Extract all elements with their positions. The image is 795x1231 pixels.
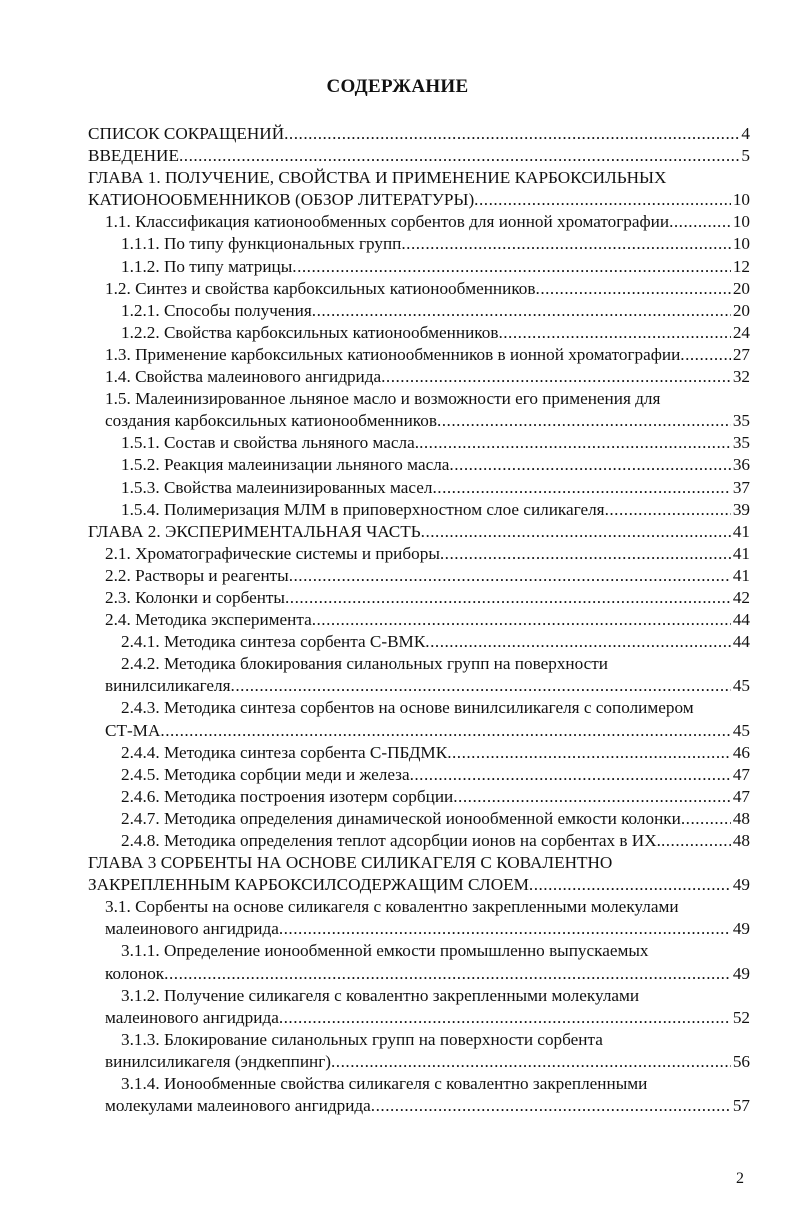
toc-entry[interactable] — [88, 145, 750, 167]
toc-entry-title: 2.4.6. Методика построения изотерм сорбции — [121, 786, 454, 806]
toc-entry-title: 2.1. Хроматографические системы и приборы — [105, 543, 440, 563]
toc-entry[interactable] — [88, 233, 750, 255]
toc-entry-page: 44 — [732, 610, 750, 630]
dot-leader — [419, 432, 731, 454]
toc-entry-title: 3.1. Сорбенты на основе силикагеля с ковалентно закрепленными молекулами — [105, 897, 679, 917]
dot-leader — [447, 742, 731, 764]
toc-entry[interactable] — [88, 256, 750, 278]
toc-entry[interactable] — [88, 477, 750, 499]
toc-entry-page: 27 — [732, 344, 750, 364]
dot-leader — [160, 720, 730, 742]
toc-entry-title: ЗАКРЕПЛЕННЫМ КАРБОКСИЛСОДЕРЖАЩИМ СЛОЕМ — [88, 875, 529, 895]
toc-entry-page: 44 — [732, 632, 750, 652]
toc-entry-page: 49 — [732, 919, 750, 939]
toc-entry[interactable] — [88, 388, 750, 432]
toc-entry[interactable] — [88, 366, 750, 388]
toc-entry-page: 41 — [732, 521, 750, 541]
toc-entry-title: винилсиликагеля (эндкеппинг) — [105, 1051, 331, 1071]
toc-entry-title: малеинового ангидрида — [105, 1007, 279, 1027]
toc-entry-title: колонок — [105, 963, 165, 983]
toc-entry-title: ГЛАВА 3 СОРБЕНТЫ НА ОСНОВЕ СИЛИКАГЕЛЯ С КОВАЛЕНТНО — [88, 853, 613, 873]
toc-entry[interactable] — [88, 123, 750, 145]
toc-entry-page: 42 — [732, 587, 750, 607]
toc-entry-page: 20 — [732, 278, 750, 298]
toc-entry-page: 49 — [732, 875, 750, 895]
dot-leader — [410, 764, 731, 786]
toc-entry-title: 2.2. Растворы и реагенты — [105, 565, 289, 585]
dot-leader — [680, 344, 731, 366]
dot-leader — [661, 830, 731, 852]
dot-leader — [529, 874, 731, 896]
toc-entry[interactable] — [88, 211, 750, 233]
dot-leader — [292, 256, 731, 278]
toc-entry-title: 1.2.2. Свойства карбоксильных катионообменников — [121, 322, 499, 342]
toc-entry-page: 47 — [732, 786, 750, 806]
toc-entry-title: ГЛАВА 1. ПОЛУЧЕНИЕ, СВОЙСТВА И ПРИМЕНЕНИЕ КАРБОКСИЛЬНЫХ — [88, 168, 667, 188]
toc-entry-page: 10 — [732, 234, 750, 254]
toc-entry-page: 49 — [732, 963, 750, 983]
table-of-contents — [88, 123, 750, 1117]
toc-entry-page: 48 — [732, 831, 750, 850]
dot-leader — [279, 1007, 731, 1029]
toc-entry-page: 35 — [732, 433, 750, 453]
toc-entry-title: 1.2. Синтез и свойства карбоксильных катионообменников — [105, 278, 536, 298]
toc-entry-title: ВВЕДЕНИЕ — [88, 146, 179, 166]
toc-entry-title: 2.4.5. Методика сорбции меди и железа — [121, 764, 410, 784]
dot-leader — [289, 565, 731, 587]
toc-entry-title: 1.5.4. Полимеризация МЛМ в приповерхностном слое силикагеля — [121, 499, 605, 519]
toc-entry-title: 3.1.4. Ионообменные свойства силикагеля с ковалентно закрепленными — [121, 1074, 648, 1094]
dot-leader — [421, 521, 731, 543]
toc-entry-title: 3.1.3. Блокирование силанольных групп на поверхности сорбента — [121, 1029, 603, 1049]
toc-entry-title: молекулами малеинового ангидрида — [105, 1096, 371, 1116]
dot-leader — [536, 278, 731, 300]
toc-entry-page: 20 — [732, 300, 750, 320]
toc-entry-title: 2.4.7. Методика определения динамической ионообменной емкости колонки — [121, 808, 681, 828]
toc-entry-title: 1.1.2. По типу матрицы — [121, 256, 293, 276]
dot-leader — [453, 786, 731, 808]
toc-entry-title: 1.4. Свойства малеинового ангидрида — [105, 367, 382, 387]
dot-leader — [437, 410, 731, 432]
toc-entry[interactable] — [88, 167, 750, 211]
toc-entry-title: винилсиликагеля — [105, 676, 231, 696]
toc-entry-page: 36 — [732, 455, 750, 475]
toc-entry[interactable] — [88, 786, 750, 808]
toc-entry-page: 39 — [732, 499, 750, 519]
dot-leader — [179, 145, 739, 167]
toc-entry-page: 41 — [732, 565, 750, 585]
toc-entry-title: 3.1.1. Определение ионообменной емкости промышленно выпускаемых — [121, 941, 649, 961]
dot-leader — [432, 477, 730, 499]
toc-entry-page: 10 — [732, 212, 750, 232]
toc-entry-page: 35 — [732, 411, 750, 431]
toc-entry-page: 5 — [741, 146, 750, 166]
toc-entry-title: 1.3. Применение карбоксильных катионообменников в ионной хроматографии — [105, 344, 681, 364]
dot-leader — [401, 233, 730, 255]
dot-leader — [474, 189, 731, 211]
toc-entry[interactable] — [88, 742, 750, 764]
toc-entry[interactable] — [88, 609, 750, 631]
toc-entry[interactable] — [88, 300, 750, 322]
toc-entry-title: 1.1. Классификация катионообменных сорбентов для ионной хроматографии — [105, 212, 670, 232]
dot-leader — [605, 499, 731, 521]
dot-leader — [164, 963, 731, 985]
toc-entry[interactable] — [88, 521, 750, 543]
dot-leader — [331, 1051, 731, 1073]
dot-leader — [381, 366, 731, 388]
dot-leader — [669, 211, 731, 233]
dot-leader — [440, 543, 731, 565]
toc-entry[interactable] — [88, 764, 750, 786]
toc-entry-title: 2.4. Методика эксперимента — [105, 610, 312, 630]
toc-entry-page: 48 — [732, 808, 750, 828]
dot-leader — [312, 609, 731, 631]
toc-entry[interactable] — [88, 499, 750, 521]
toc-entry-page: 45 — [732, 676, 750, 696]
toc-entry[interactable] — [88, 543, 750, 565]
dot-leader — [231, 675, 731, 697]
toc-entry[interactable] — [88, 830, 750, 852]
toc-entry[interactable] — [88, 1073, 750, 1117]
toc-entry[interactable] — [88, 322, 750, 344]
toc-entry[interactable] — [88, 852, 750, 896]
dot-leader — [371, 1095, 731, 1117]
toc-entry-title: СПИСОК СОКРАЩЕНИЙ — [88, 124, 285, 143]
toc-entry-title: 2.3. Колонки и сорбенты — [105, 587, 285, 607]
toc-entry-page: 52 — [732, 1007, 750, 1027]
toc-entry-page: 37 — [732, 477, 750, 497]
toc-entry[interactable] — [88, 565, 750, 587]
toc-entry-title: 2.4.1. Методика синтеза сорбента С-ВМК — [121, 632, 426, 652]
toc-entry[interactable] — [88, 808, 750, 830]
toc-entry-page: 12 — [732, 256, 750, 276]
toc-entry-page: 45 — [732, 720, 750, 740]
dot-leader — [312, 300, 731, 322]
dot-leader — [425, 631, 731, 653]
toc-entry-page: 57 — [732, 1096, 750, 1116]
toc-entry[interactable] — [88, 697, 750, 741]
toc-entry-title: создания карбоксильных катионообменников — [105, 411, 437, 431]
page-title: СОДЕРЖАНИЕ — [326, 76, 469, 97]
toc-entry-title: 2.4.8. Методика определения теплот адсорбции ионов на сорбентах в ИХ. — [121, 831, 661, 850]
toc-entry[interactable] — [88, 896, 750, 940]
toc-entry[interactable] — [88, 940, 750, 984]
toc-entry-title: 1.5.3. Свойства малеинизированных масел — [121, 477, 433, 497]
toc-entry-page: 10 — [732, 190, 750, 210]
toc-entry[interactable] — [88, 278, 750, 300]
toc-entry-title: 1.2.1. Способы получения — [121, 300, 312, 320]
toc-entry[interactable] — [88, 631, 750, 653]
dot-leader — [681, 808, 731, 830]
toc-entry-page: 4 — [741, 124, 750, 143]
toc-entry-title: 2.4.4. Методика синтеза сорбента С-ПБДМК — [121, 742, 448, 762]
toc-entry[interactable] — [88, 454, 750, 476]
dot-leader — [279, 918, 731, 940]
toc-entry-title: 1.5. Малеинизированное льняное масло и возможности его применения для — [105, 389, 661, 409]
toc-entry-title: малеинового ангидрида — [105, 919, 279, 939]
toc-entry-title: 1.5.1. Состав и свойства льняного масла. — [121, 433, 420, 453]
dot-leader — [285, 587, 731, 609]
dot-leader — [284, 123, 739, 145]
toc-entry-title: КАТИОНООБМЕННИКОВ (ОБЗОР ЛИТЕРАТУРЫ) — [88, 190, 475, 210]
toc-entry-title: ГЛАВА 2. ЭКСПЕРИМЕНТАЛЬНАЯ ЧАСТЬ — [88, 521, 421, 541]
toc-entry[interactable] — [88, 344, 750, 366]
toc-entry-page: 41 — [732, 543, 750, 563]
dot-leader — [498, 322, 730, 344]
toc-entry-title: 3.1.2. Получение силикагеля с ковалентно закрепленными молекулами — [121, 985, 640, 1005]
toc-entry[interactable] — [88, 653, 750, 697]
toc-entry[interactable] — [88, 985, 750, 1029]
toc-entry-page: 56 — [732, 1051, 750, 1071]
toc-entry-title: 2.4.2. Методика блокирования силанольных групп на поверхности — [121, 654, 608, 674]
toc-entry-title: СТ-МА — [105, 720, 161, 740]
toc-entry-title: 1.5.2. Реакция малеинизации льняного масла — [121, 455, 450, 475]
toc-entry[interactable] — [88, 432, 750, 454]
toc-entry-page: 47 — [732, 764, 750, 784]
toc-entry-title: 2.4.3. Методика синтеза сорбентов на основе винилсиликагеля с сополимером — [121, 698, 694, 718]
toc-entry[interactable] — [88, 1029, 750, 1073]
toc-entry-page: 32 — [732, 367, 750, 387]
dot-leader — [449, 454, 730, 476]
toc-entry-title: 1.1.1. По типу функциональных групп — [121, 234, 402, 254]
toc-entry-page: 46 — [732, 742, 750, 762]
toc-entry[interactable] — [88, 587, 750, 609]
page-number: 2 — [736, 1170, 744, 1187]
toc-entry-page: 24 — [732, 322, 750, 342]
